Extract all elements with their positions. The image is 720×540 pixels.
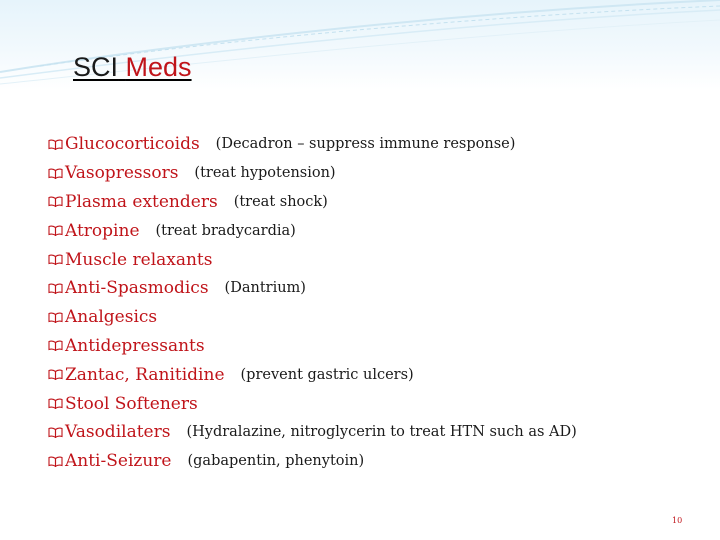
medication-name: Vasodilaters xyxy=(65,422,171,443)
medication-note: (treat bradycardia) xyxy=(155,222,296,239)
slide-number: 10 xyxy=(672,516,683,525)
list-item xyxy=(48,188,577,217)
open-book-icon xyxy=(48,254,65,265)
open-book-icon xyxy=(48,312,65,323)
slide-title xyxy=(73,52,192,83)
medication-name: Glucocorticoids xyxy=(65,134,200,155)
medication-name: Zantac, Ranitidine xyxy=(65,364,225,385)
open-book-icon xyxy=(48,369,65,380)
medication-name: Vasopressors xyxy=(65,163,179,184)
medication-note: (Dantrium) xyxy=(224,280,306,297)
medication-name: Analgesics xyxy=(65,307,158,328)
open-book-icon xyxy=(48,340,65,351)
list-item xyxy=(48,332,577,361)
medication-name: Atropine xyxy=(65,220,140,241)
open-book-icon xyxy=(48,225,65,236)
list-item xyxy=(48,159,577,188)
open-book-icon xyxy=(48,139,65,150)
list-item xyxy=(48,216,577,245)
open-book-icon xyxy=(48,456,65,467)
open-book-icon xyxy=(48,196,65,207)
list-item xyxy=(48,418,577,447)
medication-name: Stool Softeners xyxy=(65,393,198,414)
slide-title-part1: SCI xyxy=(73,52,119,82)
open-book-icon xyxy=(48,427,65,438)
medication-note: (treat hypotension) xyxy=(194,165,336,182)
medication-name: Antidepressants xyxy=(65,335,205,356)
medication-name: Anti-Seizure xyxy=(65,451,172,472)
open-book-icon xyxy=(48,283,65,294)
medication-note: (Hydralazine, nitroglycerin to treat HTN such as AD) xyxy=(186,424,577,441)
list-item xyxy=(48,389,577,418)
open-book-icon xyxy=(48,398,65,409)
medication-name: Muscle relaxants xyxy=(65,249,213,270)
list-item xyxy=(48,360,577,389)
medication-note: (gabapentin, phenytoin) xyxy=(187,453,365,470)
medication-name: Plasma extenders xyxy=(65,191,218,212)
medication-note: (Decadron – suppress immune response) xyxy=(215,136,516,153)
medication-name: Anti-Spasmodics xyxy=(65,278,209,299)
list-item xyxy=(48,130,577,159)
medication-list xyxy=(48,130,577,476)
list-item xyxy=(48,245,577,274)
open-book-icon xyxy=(48,168,65,179)
list-item xyxy=(48,303,577,332)
medication-note: (prevent gastric ulcers) xyxy=(240,366,414,383)
list-item xyxy=(48,274,577,303)
list-item xyxy=(48,447,577,476)
slide-title-part2: Meds xyxy=(125,52,192,82)
medication-note: (treat shock) xyxy=(233,193,328,210)
